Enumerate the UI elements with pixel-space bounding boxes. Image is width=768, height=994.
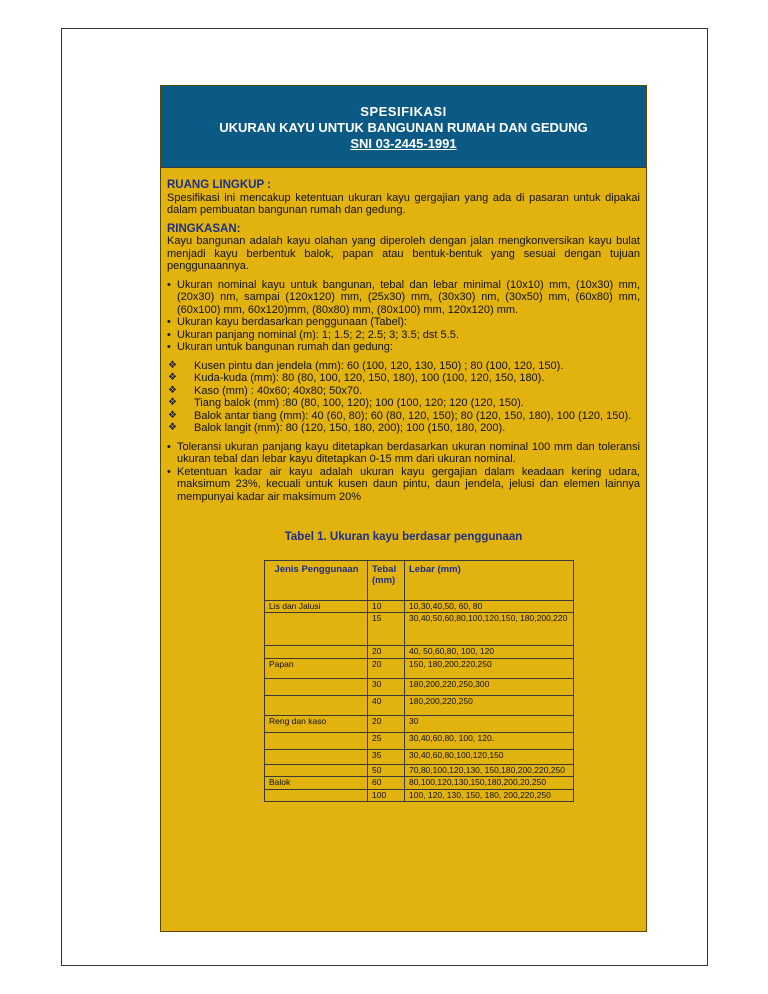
ringkasan-text: Kayu bangunan adalah kayu olahan yang diperoleh dengan jalan mengkonversikan kayu bulat menjadi kayu berbentuk balok, papan atau bentuk-bentuk yang sesuai dengan tujuan penggunaannya. [167,235,640,272]
col-header-tebal: Tebal (mm) [368,560,405,600]
table-row [265,732,574,749]
ruang-lingkup-text: Spesifikasi ini mencakup ketentuan ukuran kayu gergajian yang ada di pasaran untuk dipakai dalam pembuatan bangunan rumah dan gedung. [167,191,640,216]
usage-item: ❖ Kusen pintu dan jendela (mm): 60 (100, 120, 130, 150) ; 80 (100, 120, 150). [167,360,640,373]
cell-lebar: 30 [405,715,574,732]
ruang-lingkup-title: RUANG LINGKUP : [167,179,271,191]
bullet-item: • Ukuran panjang nominal (m): 1; 1.5; 2; 2.5; 3; 3.5; dst 5.5. [167,329,640,342]
table-row [265,658,574,678]
cell-tebal: 35 [368,749,405,764]
cell-lebar: 180,200,220,250 [405,695,574,715]
cell-lebar: 70,80,100,120,130, 150,180,200,220,250 [405,764,574,777]
cell-tebal: 15 [368,613,405,646]
cell-jenis: Reng dan kaso [265,715,368,732]
col-header-jenis: Jenis Penggunaan [265,560,368,600]
bullet-item: • Ukuran nominal kayu untuk bangunan, tebal dan lebar minimal (10x10) mm, (10x30) mm, (20x30) nm, sampai (120x120) mm, (25x30) mm, (30x30) nm, (30x50) mm, (60x80) mm, (60x100) mm, 60x120)mm, (80x80) mm, (80x100) mm, 120x120) mm. [167,279,640,317]
col-header-lebar: Lebar (mm) [405,560,574,600]
cell-lebar: 10,30,40,50, 60, 80 [405,600,574,613]
bullet-item: • Toleransi ukuran panjang kayu ditetapkan berdasarkan ukuran nominal 100 mm dan toleransi ukuran tebal dan lebar kayu ditetapkan 0-15 mm dari ukuran nominal. [167,441,640,466]
bullet-item: • Ketentuan kadar air kayu adalah ukuran kayu gergajian dalam keadaan kering udara, maksimum 23%, kecuali untuk kusen daun pintu, daun jendela, jelusi dan elemen lainnya mempunyai kadar air maksimum 20% [167,466,640,504]
table-row [265,600,574,613]
bullet-item: • Ukuran untuk bangunan rumah dan gedung: [167,341,640,354]
standard-number: SNI 03-2445-1991 [350,136,457,151]
cell-lebar: 30,40,60,80, 100, 120. [405,732,574,749]
table-row [265,777,574,790]
cell-lebar: 100, 120, 130, 150, 180, 200,220,250 [405,789,574,802]
table-header-row [265,560,574,600]
usage-item: ❖ Balok langit (mm): 80 (120, 150, 180, 200); 100 (150, 180, 200). [167,422,640,435]
cell-tebal: 25 [368,732,405,749]
cell-jenis: Papan [265,658,368,678]
cell-tebal: 10 [368,600,405,613]
summary-bullet-list [167,279,640,354]
spec-panel [160,85,647,932]
tolerance-bullet-list [167,441,640,504]
cell-lebar: 30,40,50,60,80,100,120,150, 180,200,220 [405,613,574,646]
cell-lebar: 30,40,60,80,100,120,150 [405,749,574,764]
cell-lebar: 80,100,120,130,150,180,200,20,250 [405,777,574,790]
table-row [265,613,574,646]
bullet-item: • Ukuran kayu berdasarkan penggunaan (Tabel): [167,316,640,329]
cell-jenis [265,695,368,715]
cell-lebar: 40, 50,60,80, 100, 120 [405,646,574,659]
cell-lebar: 150, 180,200,220,250 [405,658,574,678]
header-line-1: SPESIFIKASI [360,104,447,119]
cell-jenis [265,764,368,777]
usage-item: ❖ Kaso (mm) : 40x60; 40x80; 50x70. [167,385,640,398]
cell-jenis [265,646,368,659]
cell-tebal: 20 [368,715,405,732]
table-row [265,749,574,764]
content-body [161,168,646,802]
cell-tebal: 50 [368,764,405,777]
table-row [265,678,574,695]
table-row [265,646,574,659]
table-title: Tabel 1. Ukuran kayu berdasar penggunaan [284,531,523,543]
usage-item: ❖ Tiang balok (mm) :80 (80, 100, 120); 100 (100, 120; 120 (120, 150). [167,397,640,410]
cell-tebal: 100 [368,789,405,802]
cell-jenis: Lis dan Jalusi [265,600,368,613]
header-banner [161,86,646,168]
cell-jenis [265,678,368,695]
cell-lebar: 180,200,220,250,300 [405,678,574,695]
cell-tebal: 40 [368,695,405,715]
table-row [265,715,574,732]
table-row [265,764,574,777]
cell-tebal: 20 [368,646,405,659]
usage-item: ❖ Kuda-kuda (mm): 80 (80, 100, 120, 150, 180), 100 (100, 120, 150, 180). [167,372,640,385]
cell-jenis [265,749,368,764]
wood-size-table [264,560,574,803]
table-row [265,789,574,802]
cell-jenis: Balok [265,777,368,790]
cell-tebal: 20 [368,658,405,678]
cell-jenis [265,732,368,749]
cell-jenis [265,613,368,646]
usage-item: ❖ Balok antar tiang (mm): 40 (60, 80); 60 (80, 120, 150); 80 (120, 150, 180), 100 (120, 150). [167,410,640,423]
cell-tebal: 60 [368,777,405,790]
ringkasan-title: RINGKASAN: [167,222,241,235]
usage-size-list [167,360,640,435]
cell-tebal: 30 [368,678,405,695]
table-row [265,695,574,715]
cell-jenis [265,789,368,802]
header-line-2: UKURAN KAYU UNTUK BANGUNAN RUMAH DAN GEDUNG [219,120,588,135]
